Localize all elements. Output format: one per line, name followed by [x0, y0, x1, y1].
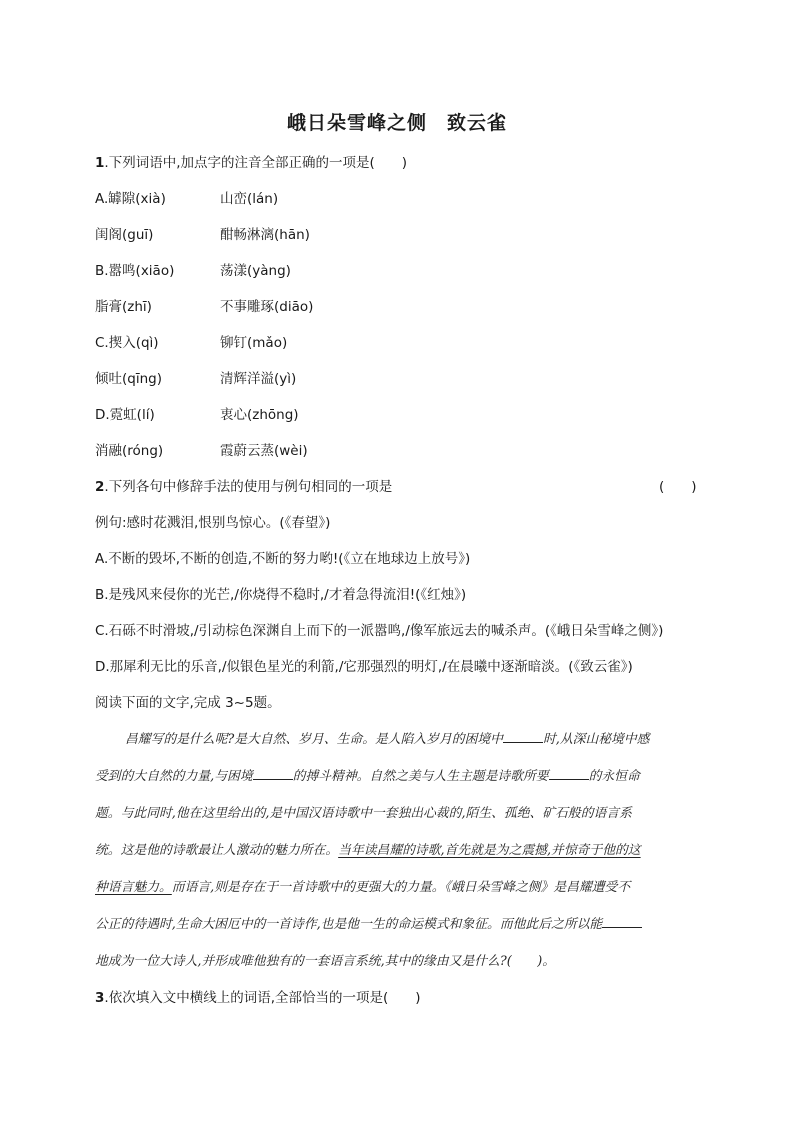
option-word: 脂膏(zhī) [95, 299, 152, 315]
question-number: 2 [95, 479, 105, 495]
option-row [95, 190, 166, 208]
option-word: 铆钉(mǎo) [220, 335, 288, 351]
passage-text: 受到的大自然的力量,与困境 [95, 769, 253, 784]
option-word: 倾吐(qīng) [95, 371, 162, 387]
option-c: C.石砾不时滑坡,/引动棕色深渊自上而下的一派嚣鸣,/像军旅远去的喊杀声。(《峨日朵雪峰之侧》) [95, 623, 664, 639]
example-sentence: 例句:感时花溅泪,恨别鸟惊心。(《春望》) [95, 515, 331, 531]
question-3-stem [95, 989, 421, 1007]
option-word: 闺阁(guī) [95, 227, 154, 243]
option-row [95, 226, 153, 244]
option-row [95, 442, 163, 460]
page-title: 峨日朵雪峰之侧 致云雀 [286, 112, 507, 134]
option-word: 衷心(zhōng) [220, 407, 299, 423]
question-number: 1 [95, 155, 105, 171]
option-row [95, 334, 159, 352]
passage-text: 昌耀写的是什么呢?是大自然、岁月、生命。是人陷入岁月的困境中 [125, 732, 503, 747]
reading-instruction: 阅读下面的文字,完成 3~5题。 [95, 695, 281, 711]
passage-line: 地成为一位大诗人,并形成唯他独有的一套语言系统,其中的缘由又是什么?( )。 [95, 954, 556, 969]
passage-text: 统。这是他的诗歌最让人激动的魅力所在。 [95, 843, 339, 858]
option-a: A.不断的毁坏,不断的创造,不断的努力哟!(《立在地球边上放号》) [95, 551, 471, 567]
question-text: .依次填入文中横线上的词语,全部恰当的一项是( ) [104, 990, 421, 1006]
passage-text: 公正的待遇时,生命大困厄中的一首诗作,也是他一生的命运模式和象征。而他此后之所以能 [95, 917, 603, 932]
passage-line: 题。与此同时,他在这里给出的,是中国汉语诗歌中一套独出心裁的,陌生、孤绝、矿石般的语言系 [95, 806, 632, 821]
option-word: B.嚣鸣(xiāo) [95, 263, 175, 279]
passage-text: 的永恒命 [588, 769, 640, 784]
option-word: 不事雕琢(diāo) [220, 299, 314, 315]
option-word: 荡漾(yàng) [220, 263, 291, 279]
passage-text: 时,从深山秘境中感 [542, 732, 650, 747]
question-1-stem [95, 154, 407, 172]
answer-parenthesis: ( ) [659, 479, 697, 495]
underlined-sentence: 种语言魅力。 [95, 880, 172, 895]
question-text: .下列词语中,加点字的注音全部正确的一项是( ) [104, 155, 408, 171]
option-row [95, 298, 152, 316]
fill-blank [503, 730, 543, 743]
option-row [95, 370, 162, 388]
passage-text: 的搏斗精神。自然之美与人生主题是诗歌所要 [292, 769, 549, 784]
option-row [95, 406, 155, 424]
option-row [95, 262, 174, 280]
underlined-sentence: 当年读昌耀的诗歌,首先就是为之震撼,并惊奇于他的这 [338, 843, 641, 858]
passage-line [95, 767, 691, 787]
passage-line [95, 915, 691, 935]
fill-blank [253, 767, 293, 780]
question-2-stem [95, 478, 392, 496]
fill-blank [549, 767, 589, 780]
question-text: .下列各句中修辞手法的使用与例句相同的一项是 [104, 479, 393, 495]
option-word: 清辉洋溢(yì) [220, 371, 297, 387]
option-word: 山峦(lán) [220, 191, 279, 207]
option-word: 酣畅淋漓(hān) [220, 227, 310, 243]
passage-text: 而语言,则是存在于一首诗歌中的更强大的力量。《峨日朵雪峰之侧》是昌耀遭受不 [171, 880, 631, 895]
passage-line [95, 841, 691, 861]
option-word: D.霓虹(lí) [95, 407, 155, 423]
passage-line [125, 730, 721, 750]
fill-blank [602, 915, 642, 928]
option-b: B.是残风来侵你的光芒,/你烧得不稳时,/才着急得流泪!(《红烛》) [95, 587, 467, 603]
option-word: 消融(róng) [95, 443, 164, 459]
option-word: A.罅隙(xià) [95, 191, 166, 207]
question-number: 3 [95, 990, 105, 1006]
option-word: 霞蔚云蒸(wèi) [220, 443, 308, 459]
passage-line [95, 878, 691, 898]
option-word: C.揳入(qì) [95, 335, 159, 351]
option-d: D.那犀利无比的乐音,/似银色星光的利箭,/它那强烈的明灯,/在晨曦中逐渐暗淡。(《致云雀》) [95, 659, 633, 675]
